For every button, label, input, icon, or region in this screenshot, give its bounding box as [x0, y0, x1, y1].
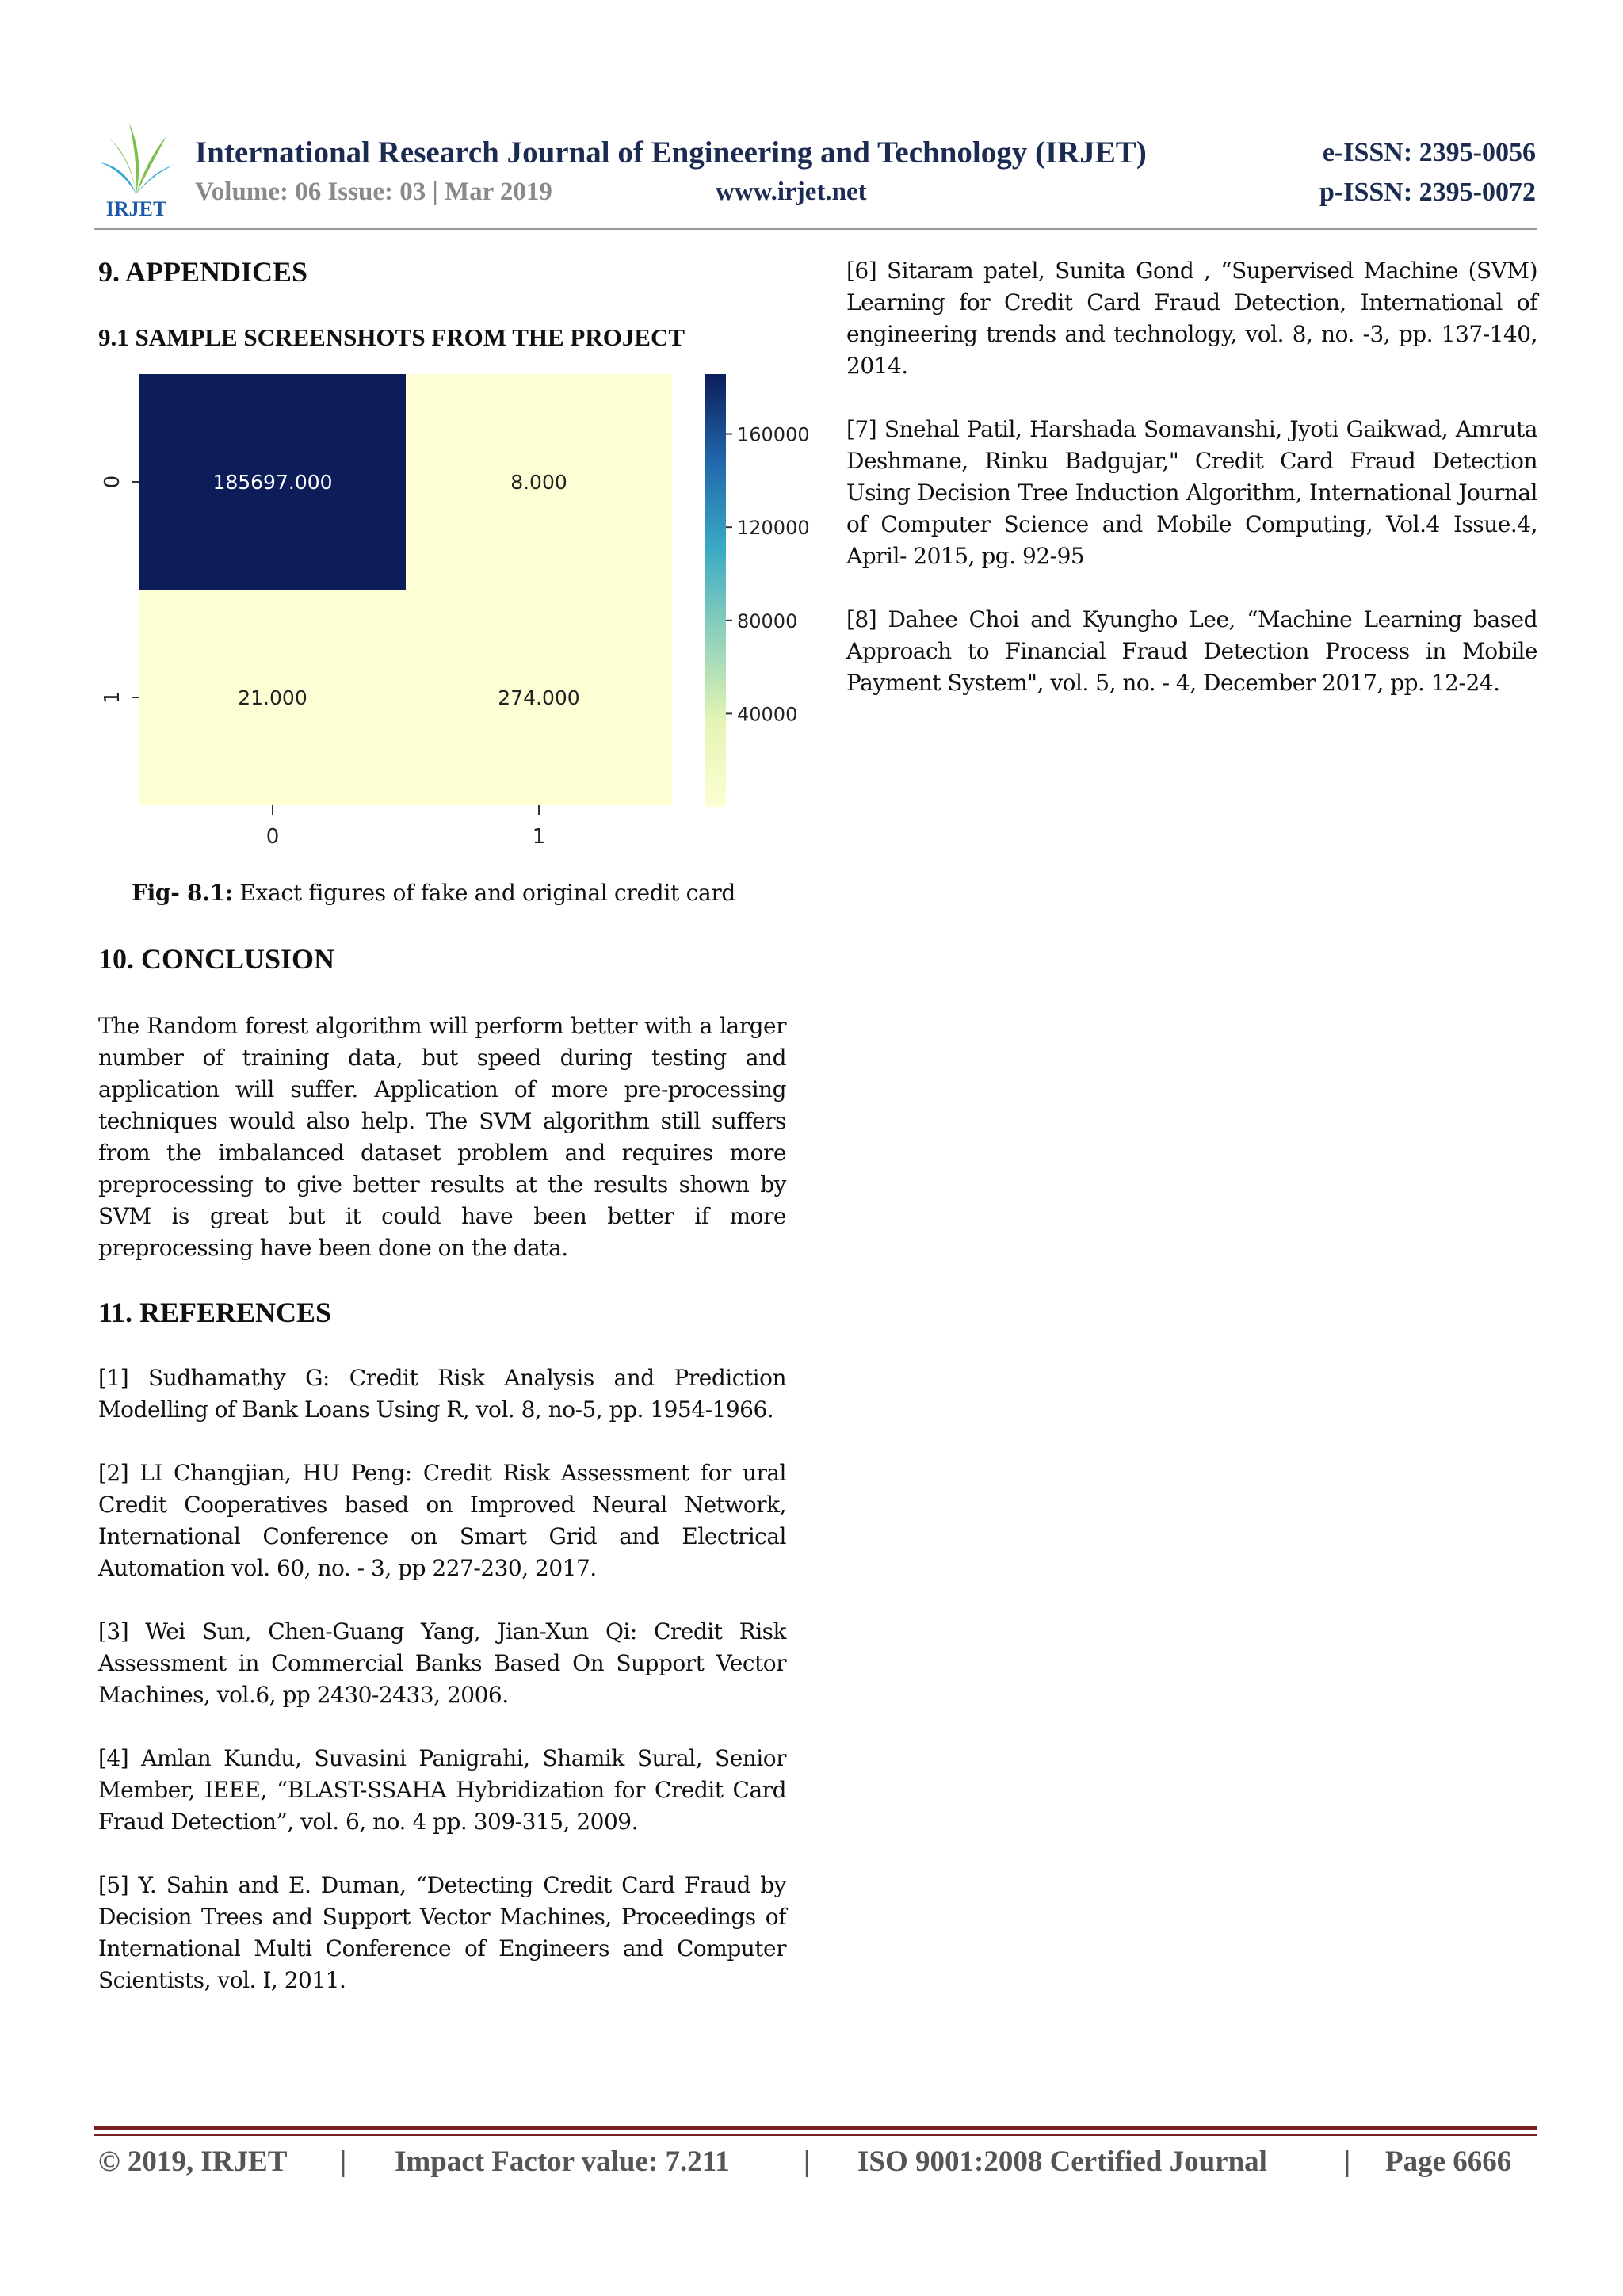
heatmap-cell-label: 185697.000 [212, 471, 333, 494]
footer-separator: | [804, 2145, 811, 2178]
reference-item: [2] LI Changjian, HU Peng: Credit Risk Assessment for ural Credit Cooperatives based on Improved Neural Network, International Conference on Smart Grid and Electrical Automation vol. 60, no. - 3, pp 227-230, 2017. [98, 1460, 786, 1581]
figure-caption [98, 880, 786, 906]
footer-iso: ISO 9001:2008 Certified Journal [857, 2145, 1267, 2178]
footer-separator: | [340, 2145, 347, 2178]
footer-impact-factor: Impact Factor value: 7.211 [395, 2145, 730, 2178]
figure-label: Fig- 8.1: [132, 880, 233, 906]
right-column [846, 255, 1537, 699]
journal-title: International Research Journal of Engineering and Technology (IRJET) [195, 136, 1147, 170]
page-footer [98, 2145, 1537, 2184]
x-tick-label: 0 [265, 825, 280, 849]
conclusion-heading: 10. CONCLUSION [98, 943, 335, 975]
footer-page-number: Page 6666 [1385, 2145, 1512, 2178]
reference-item: [5] Y. Sahin and E. Duman, “Detecting Credit Card Fraud by Decision Trees and Support Vector Machines, Proceedings of International Multi Conference of Engineers and Computer Scientists, vol. I, 2011. [98, 1872, 786, 1993]
reference-item: [3] Wei Sun, Chen-Guang Yang, Jian-Xun Qi: Credit Risk Assessment in Commercial Banks Based On Support Vector Machines, vol.6, pp 2430-2433, 2006. [98, 1618, 786, 1708]
references-heading: 11. REFERENCES [98, 1297, 332, 1328]
y-tick-label: 1 [101, 690, 124, 705]
references-left-list [98, 1362, 786, 1996]
volume-line: Volume: 06 Issue: 03 | Mar 2019 [195, 178, 552, 206]
footer-rule-thin [94, 2134, 1537, 2136]
figure-caption-text: Exact figures of fake and original credit card [232, 880, 736, 906]
colorbar [705, 374, 726, 807]
journal-header [94, 119, 1536, 230]
heatmap-cell-label: 8.000 [510, 471, 567, 494]
footer-rule-thick [94, 2126, 1537, 2130]
logo-text: IRJET [105, 197, 167, 220]
y-tick-label: 0 [101, 475, 124, 489]
reference-item: [4] Amlan Kundu, Suvasini Panigrahi, Shamik Sural, Senior Member, IEEE, “BLAST-SSAHA Hybridization for Credit Card Fraud Detection”, vol. 6, no. 4 pp. 309-315, 2009. [98, 1745, 786, 1835]
heatmap-cell-label: 21.000 [238, 686, 307, 709]
colorbar-tick-label: 40000 [737, 703, 798, 726]
left-column [98, 255, 810, 1996]
colorbar-tick-label: 80000 [737, 609, 798, 632]
screenshots-heading: 9.1 SAMPLE SCREENSHOTS FROM THE PROJECT [98, 323, 685, 351]
footer-separator: | [1344, 2145, 1351, 2178]
e-issn: e-ISSN: 2395-0056 [1322, 138, 1536, 167]
p-issn: p-ISSN: 2395-0072 [1319, 178, 1536, 207]
reference-item: [1] Sudhamathy G: Credit Risk Analysis and Prediction Modelling of Bank Loans Using R, vol. 8, no-5, pp. 1954-1966. [98, 1365, 786, 1423]
confusion-matrix-heatmap [98, 374, 810, 865]
website-link[interactable]: www.irjet.net [716, 178, 867, 206]
reference-item: [6] Sitaram patel, Sunita Gond , “Supervised Machine (SVM) Learning for Credit Card Fraud Detection, International of engineering trends and technology, vol. 8, no. -3, pp. 137-140, 2014. [846, 258, 1537, 379]
reference-item: [7] Snehal Patil, Harshada Somavanshi, Jyoti Gaikwad, Amruta Deshmane, Rinku Badgujar," Credit Card Fraud Detection Using Decision Tree Induction Algorithm, International Journal of Computer Science and Mobile Computing, Vol.4 Issue.4, April- 2015, pg. 92-95 [846, 416, 1537, 569]
confusion-matrix-figure [98, 374, 810, 865]
reference-item: [8] Dahee Choi and Kyungho Lee, “Machine Learning based Approach to Financial Fraud Detection Process in Mobile Payment System", vol. 5, no. - 4, December 2017, pp. 12-24. [846, 606, 1537, 696]
x-tick-label: 1 [532, 825, 546, 849]
appendices-heading: 9. APPENDICES [98, 256, 308, 288]
colorbar-tick-label: 160000 [737, 423, 810, 446]
header-rule [94, 228, 1537, 230]
conclusion-paragraph: The Random forest algorithm will perform better with a larger number of training data, but speed during testing and application will suffer. Application of more pre-processing techniques would also help. The SVM algorithm still suffers from the imbalanced dataset problem and requires more preprocessing to give better results at the results shown by SVM is great but it could have been better if more preprocessing have been done on the data. [98, 1013, 786, 1261]
colorbar-tick-label: 120000 [737, 517, 810, 540]
footer-copyright: © 2019, IRJET [98, 2145, 288, 2178]
irjet-logo-icon [94, 119, 179, 219]
heatmap-cell-label: 274.000 [498, 686, 580, 709]
